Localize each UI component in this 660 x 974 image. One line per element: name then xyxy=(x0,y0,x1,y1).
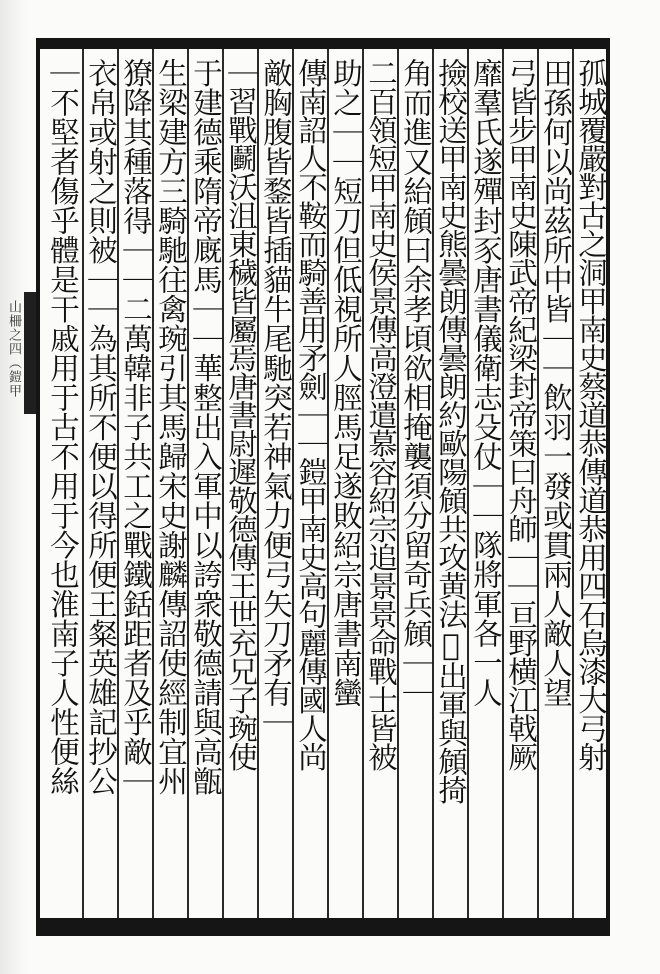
text-column: 角而進又紿頠曰余孝頃欲相掩襲須分留奇兵頠｜｜ xyxy=(399,58,433,707)
text-column: ｜習戰鬬沃沮東穢皆屬焉唐書尉遲敬德傳王世充兄子琬使 xyxy=(224,58,258,771)
text-column: 弓皆步甲南史陳武帝紀梁封帝策曰舟師｜｜亘野横江戟厥 xyxy=(504,58,538,771)
text-column: 田孫何以尚茲所中皆｜｜飲羽一發或貫兩人敵人望 xyxy=(539,58,573,707)
top-border-rule xyxy=(38,38,610,49)
text-column: 靡羣氏遂殫封豕唐書儀衛志殳仗｜｜隊將軍各一人 xyxy=(469,58,503,707)
text-column: 獠降其種落得｜｜二萬韓非子共工之戰鐵銛距者及乎敵｜ xyxy=(119,58,153,796)
text-column: 撿校送甲南史熊曇朗傳曇朗約歐陽頠共攻黄法𣰰出軍與頠掎 xyxy=(434,58,468,804)
text-column: 生梁建方三騎馳往禽琬引其馬歸宋史謝麟傳詔使經制宜州 xyxy=(154,58,188,796)
text-column: 助之｜｜短刀但低視所人脛馬足遂敗紹宗唐書南蠻 xyxy=(329,58,363,707)
text-column: ｜不堅者傷乎體是干戚用于古不用于今也淮南子人性便絲 xyxy=(46,58,80,796)
edge-margin-text: 山柵之四（鎧甲 xyxy=(6,300,21,398)
text-column: 二百領短甲南史侯景傳高澄遣慕容紹宗追景景命戰士皆被 xyxy=(364,58,398,771)
text-column: 傳南詔人不鞍而騎善用矛劍｜｜鎧甲南史高句麗傳國人尚 xyxy=(294,58,328,771)
text-column: 孤城覆嚴對古之洞甲南史蔡道恭傳道恭用四石烏漆大弓射 xyxy=(574,58,608,771)
text-column: 敵胸腹皆鍪皆插貓牛尾馳突若神氣力便弓矢刀矛有｜ xyxy=(259,58,293,737)
bottom-border-rule xyxy=(38,918,610,936)
text-column: 衣帛或射之則被｜｜為其所不便以得所便王粲英雄記抄公 xyxy=(84,58,118,796)
left-border-rule xyxy=(36,38,40,936)
text-column: 于建德乘隋帝廐馬｜｜華整出入軍中以誇衆敬德請與高甑 xyxy=(189,58,223,796)
